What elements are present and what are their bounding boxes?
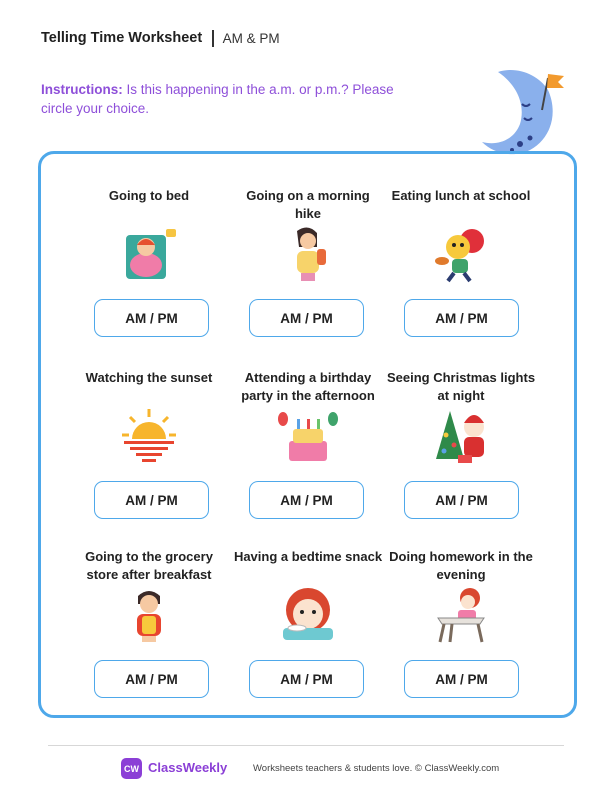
am-pm-choice[interactable]: AM / PM xyxy=(249,299,364,337)
am-pm-choice[interactable]: AM / PM xyxy=(404,299,519,337)
grocery-kid-icon xyxy=(118,584,180,646)
birthday-cake-icon xyxy=(277,405,339,467)
moon-flag-icon xyxy=(468,64,572,160)
item-label: Attending a birthday party in the afternoon xyxy=(241,370,375,403)
item-birthday-party xyxy=(233,369,383,472)
christmas-tree-icon xyxy=(430,405,492,467)
worksheet-header xyxy=(41,28,280,48)
instructions xyxy=(41,80,421,118)
item-watching-sunset xyxy=(74,369,224,472)
homework-kid-icon xyxy=(430,584,492,646)
item-morning-hike xyxy=(233,187,383,290)
item-label: Going to bed xyxy=(108,188,190,203)
am-pm-choice[interactable]: AM / PM xyxy=(94,481,209,519)
am-pm-choice[interactable]: AM / PM xyxy=(249,660,364,698)
item-label: Going on a morning hike xyxy=(246,188,370,221)
brand-name: ClassWeekly xyxy=(148,760,228,775)
instructions-lead: Instructions: xyxy=(41,82,123,97)
item-label: Going to the grocery store after breakfast xyxy=(85,549,213,582)
am-pm-choice[interactable]: AM / PM xyxy=(404,660,519,698)
item-label: Watching the sunset xyxy=(85,370,213,385)
snack-girl-icon xyxy=(277,584,339,646)
item-christmas-lights xyxy=(386,369,536,472)
classweekly-logo: CW xyxy=(121,758,142,779)
item-label: Seeing Christmas lights at night xyxy=(386,370,536,403)
hiker-icon xyxy=(277,223,339,285)
item-label: Having a bedtime snack xyxy=(233,549,383,564)
item-homework-evening xyxy=(386,548,536,651)
item-label: Doing homework in the evening xyxy=(389,549,533,582)
worksheet-title: Telling Time Worksheet xyxy=(41,30,203,46)
am-pm-choice[interactable]: AM / PM xyxy=(94,299,209,337)
instructions-text: Is this happening in the a.m. or p.m.? Please circle your choice. xyxy=(41,82,394,116)
sunset-icon xyxy=(118,405,180,467)
item-going-to-bed xyxy=(74,187,224,290)
item-grocery-store xyxy=(74,548,224,651)
worksheet-subtitle: AM & PM xyxy=(222,30,280,46)
am-pm-choice[interactable]: AM / PM xyxy=(249,481,364,519)
am-pm-choice[interactable]: AM / PM xyxy=(404,481,519,519)
lunch-kid-icon xyxy=(430,223,492,285)
item-bedtime-snack xyxy=(233,548,383,651)
item-lunch-at-school xyxy=(386,187,536,290)
item-label: Eating lunch at school xyxy=(391,188,531,203)
footer-divider xyxy=(48,745,564,746)
am-pm-choice[interactable]: AM / PM xyxy=(94,660,209,698)
footer-tagline: Worksheets teachers & students love. © ClassWeekly.com xyxy=(253,763,500,774)
sleeping-girl-icon xyxy=(118,223,180,285)
header-divider xyxy=(212,30,214,47)
